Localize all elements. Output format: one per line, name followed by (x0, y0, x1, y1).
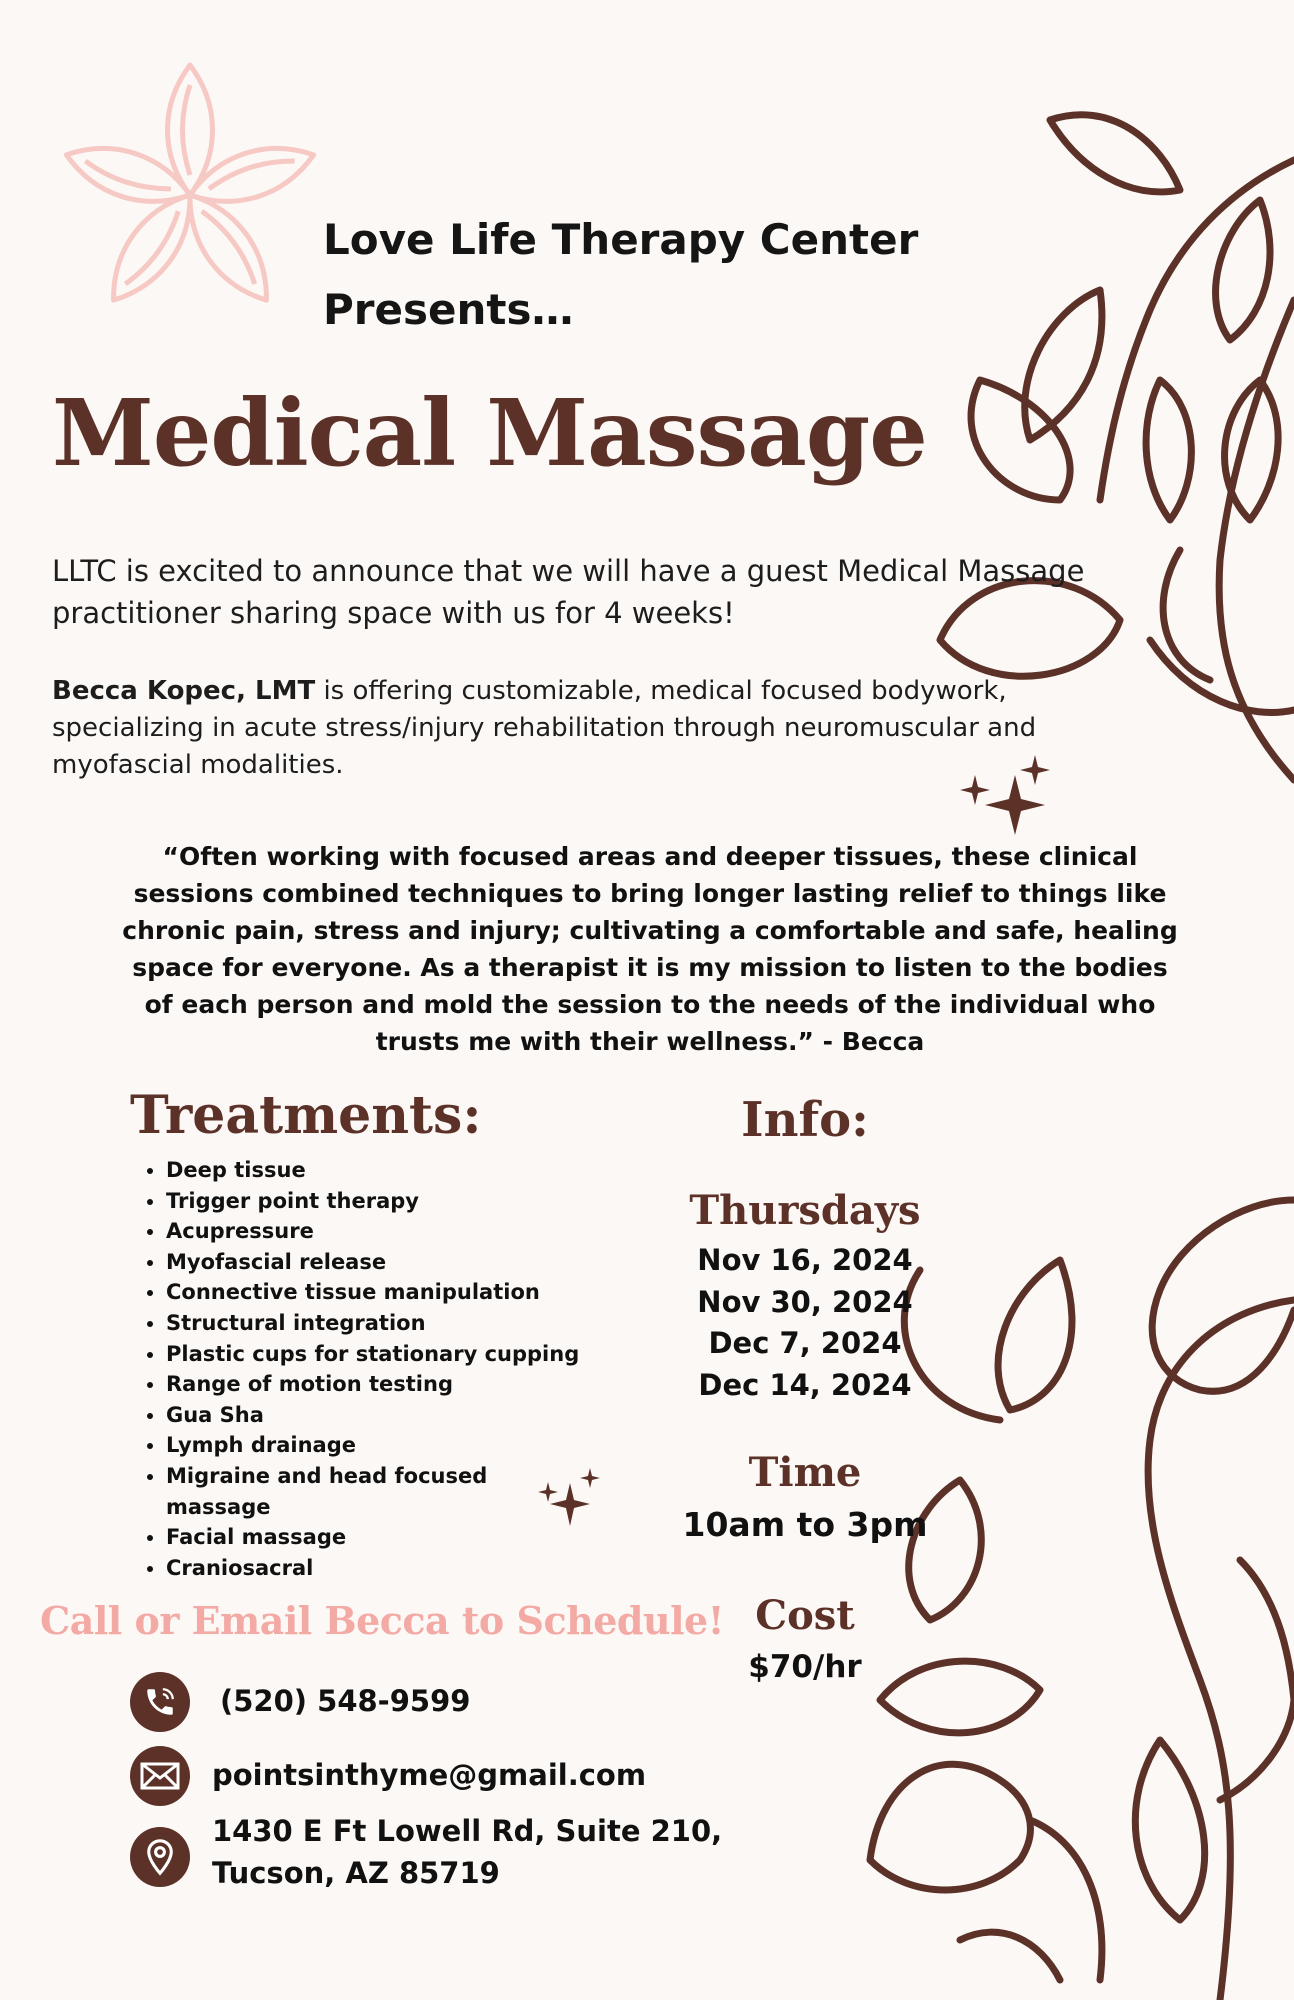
list-item: • Acupressure (166, 1216, 626, 1247)
date-item: Nov 16, 2024 (697, 1243, 913, 1277)
pink-flower-icon (25, 45, 355, 345)
email-icon (130, 1746, 190, 1806)
list-item: • Myofascial release (166, 1247, 626, 1278)
address-line-1: 1430 E Ft Lowell Rd, Suite 210, (212, 1814, 723, 1848)
phone-icon (130, 1672, 190, 1732)
date-item: Dec 14, 2024 (698, 1367, 912, 1402)
list-item: • Structural integration (166, 1308, 626, 1339)
address (212, 1810, 722, 1894)
list-item: • Range of motion testing (166, 1369, 626, 1400)
day-heading: Thursdays (689, 1187, 921, 1234)
time-heading: Time (748, 1449, 862, 1496)
announcement-text: LLTC is excited to announce that we will have a guest Medical Massage practitioner sharing space with us for 4 weeks! (52, 554, 1085, 630)
schedule-call-to-action: Call or Email Becca to Schedule! (40, 1598, 724, 1643)
phone-number[interactable]: (520) 548-9599 (220, 1684, 471, 1718)
date-item: Dec 7, 2024 (708, 1326, 902, 1360)
email-address[interactable]: pointsinthyme@gmail.com (212, 1758, 647, 1792)
practitioner-description: is offering customizable, medical focused bodywork, specializing in acute stress/injury rehabilitation through neuromuscular and myofascial modalities. (52, 676, 1037, 780)
info-heading: Info: (741, 1092, 869, 1148)
date-item: Nov 30, 2024 (697, 1284, 913, 1319)
list-item: • Deep tissue (166, 1155, 626, 1186)
presenter-line-1: Love Life Therapy Center (323, 215, 919, 264)
list-item: • Plastic cups for stationary cupping (166, 1339, 626, 1370)
presenter-line-2: Presents… (323, 285, 574, 334)
practitioner-bio (52, 673, 1092, 784)
location-pin-icon (130, 1827, 190, 1887)
cost-heading: Cost (755, 1592, 855, 1639)
page-title: Medical Massage (52, 379, 927, 487)
list-item: • Gua Sha (166, 1400, 626, 1431)
date-list (650, 1240, 960, 1406)
list-item: • Connective tissue manipulation (166, 1277, 626, 1308)
list-item: • Migraine and head focused massage (166, 1461, 496, 1522)
treatments-heading: Treatments: (130, 1085, 482, 1146)
presenter-heading (323, 205, 1023, 345)
practitioner-name: Becca Kopec, LMT (52, 676, 316, 706)
list-item: • Facial massage (166, 1522, 626, 1553)
practitioner-quote: “Often working with focused areas and deeper tissues, these clinical sessions combined techniques to bring longer lasting relief to things like chronic pain, stress and injury; cultivating a comfortable and safe, healing space for everyone. As a therapist it is my mission to listen to the bodies of each person and mold the session to the needs of the individual who trusts me with their wellness.” - Becca (122, 842, 1178, 1056)
list-item: • Craniosacral (166, 1553, 626, 1584)
address-line-2: Tucson, AZ 85719 (212, 1856, 500, 1890)
treatments-list (132, 1155, 626, 1583)
time-value: 10am to 3pm (682, 1505, 928, 1544)
list-item: • Trigger point therapy (166, 1186, 626, 1217)
cost-value: $70/hr (748, 1649, 862, 1685)
list-item: • Lymph drainage (166, 1430, 626, 1461)
